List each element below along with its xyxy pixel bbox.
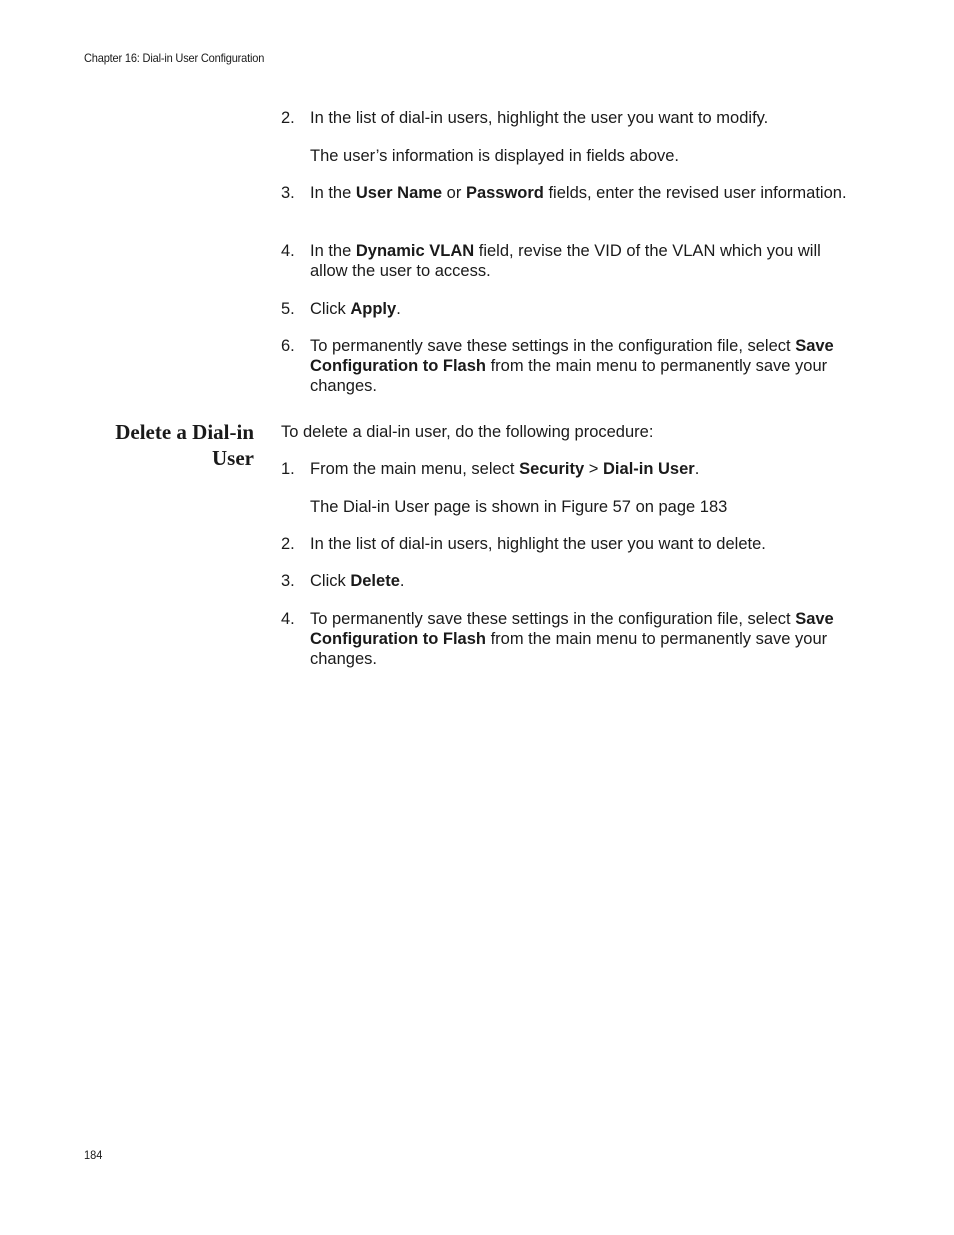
text-run: or: [442, 184, 466, 202]
text-run: from the main menu to permanently save your changes.: [310, 630, 828, 668]
step-note: [310, 497, 851, 517]
text-run: fields, enter the revised user information.: [543, 184, 847, 202]
bold-term: Password: [465, 184, 544, 202]
step-text: [310, 241, 851, 281]
step-number: 3.: [281, 184, 295, 202]
text-run: The Dial-in User page is shown in Figure 57 on page 183: [310, 498, 728, 516]
bold-term: Save Configuration to Flash: [310, 337, 834, 375]
text-run: In the list of dial-in users, highlight the user you want to modify.: [310, 109, 769, 127]
text-run: field, revise the VID of the VLAN which you will allow the user to access.: [310, 242, 821, 280]
section-heading-line: Delete a Dial-in: [115, 420, 254, 444]
bold-term: User Name: [355, 184, 443, 202]
step-text: [310, 336, 851, 396]
text-run: Click: [310, 300, 351, 318]
step-text: [310, 299, 851, 319]
step-text: [310, 534, 851, 554]
running-header: Chapter 16: Dial-in User Configuration: [84, 51, 265, 65]
list-item: [281, 108, 851, 128]
text-run: The user’s information is displayed in fields above.: [310, 147, 680, 165]
step-number: 2.: [281, 535, 295, 553]
text-run: In the list of dial-in users, highlight the user you want to delete.: [310, 535, 766, 553]
bold-term: Dial-in User: [603, 460, 695, 478]
text-run: To permanently save these settings in the configuration file, select: [310, 337, 796, 355]
list-item: [281, 146, 851, 166]
step-number: 6.: [281, 337, 295, 355]
list-item: [281, 183, 851, 203]
text-run: >: [584, 460, 604, 478]
list-item: [281, 299, 851, 319]
list-item: [281, 241, 851, 281]
step-number: 1.: [281, 460, 295, 478]
step-number: 3.: [281, 572, 295, 590]
section-heading: [54, 419, 254, 471]
section-intro: To delete a dial-in user, do the following procedure:: [281, 423, 654, 441]
bold-term: Dynamic VLAN: [355, 242, 475, 260]
step-text: [310, 108, 851, 128]
bold-term: Security: [519, 460, 585, 478]
text-run: In the: [310, 184, 356, 202]
list-item: [281, 534, 851, 554]
step-note: [310, 146, 851, 166]
step-text: [310, 571, 851, 591]
list-item: [281, 497, 851, 517]
section-heading-line: User: [212, 446, 254, 470]
step-text: [310, 609, 851, 669]
step-text: [310, 183, 851, 203]
step-text: [310, 459, 851, 479]
step-number: 4.: [281, 610, 295, 628]
step-number: 5.: [281, 300, 295, 318]
text-run: .: [694, 460, 700, 478]
text-run: To permanently save these settings in the configuration file, select: [310, 610, 796, 628]
text-run: from the main menu to permanently save your changes.: [310, 357, 828, 395]
list-item: [281, 609, 851, 669]
text-run: From the main menu, select: [310, 460, 520, 478]
list-item: [281, 459, 851, 479]
step-number: 2.: [281, 109, 295, 127]
list-item: [281, 336, 851, 396]
bold-term: Apply: [350, 300, 397, 318]
bold-term: Delete: [350, 572, 400, 590]
text-run: .: [396, 300, 401, 318]
step-number: 4.: [281, 242, 295, 260]
text-run: In the: [310, 242, 356, 260]
list-item: [281, 571, 851, 591]
text-run: .: [399, 572, 405, 590]
page-number: 184: [84, 1148, 103, 1162]
text-run: Click: [310, 572, 351, 590]
bold-term: Save Configuration to Flash: [310, 610, 834, 648]
